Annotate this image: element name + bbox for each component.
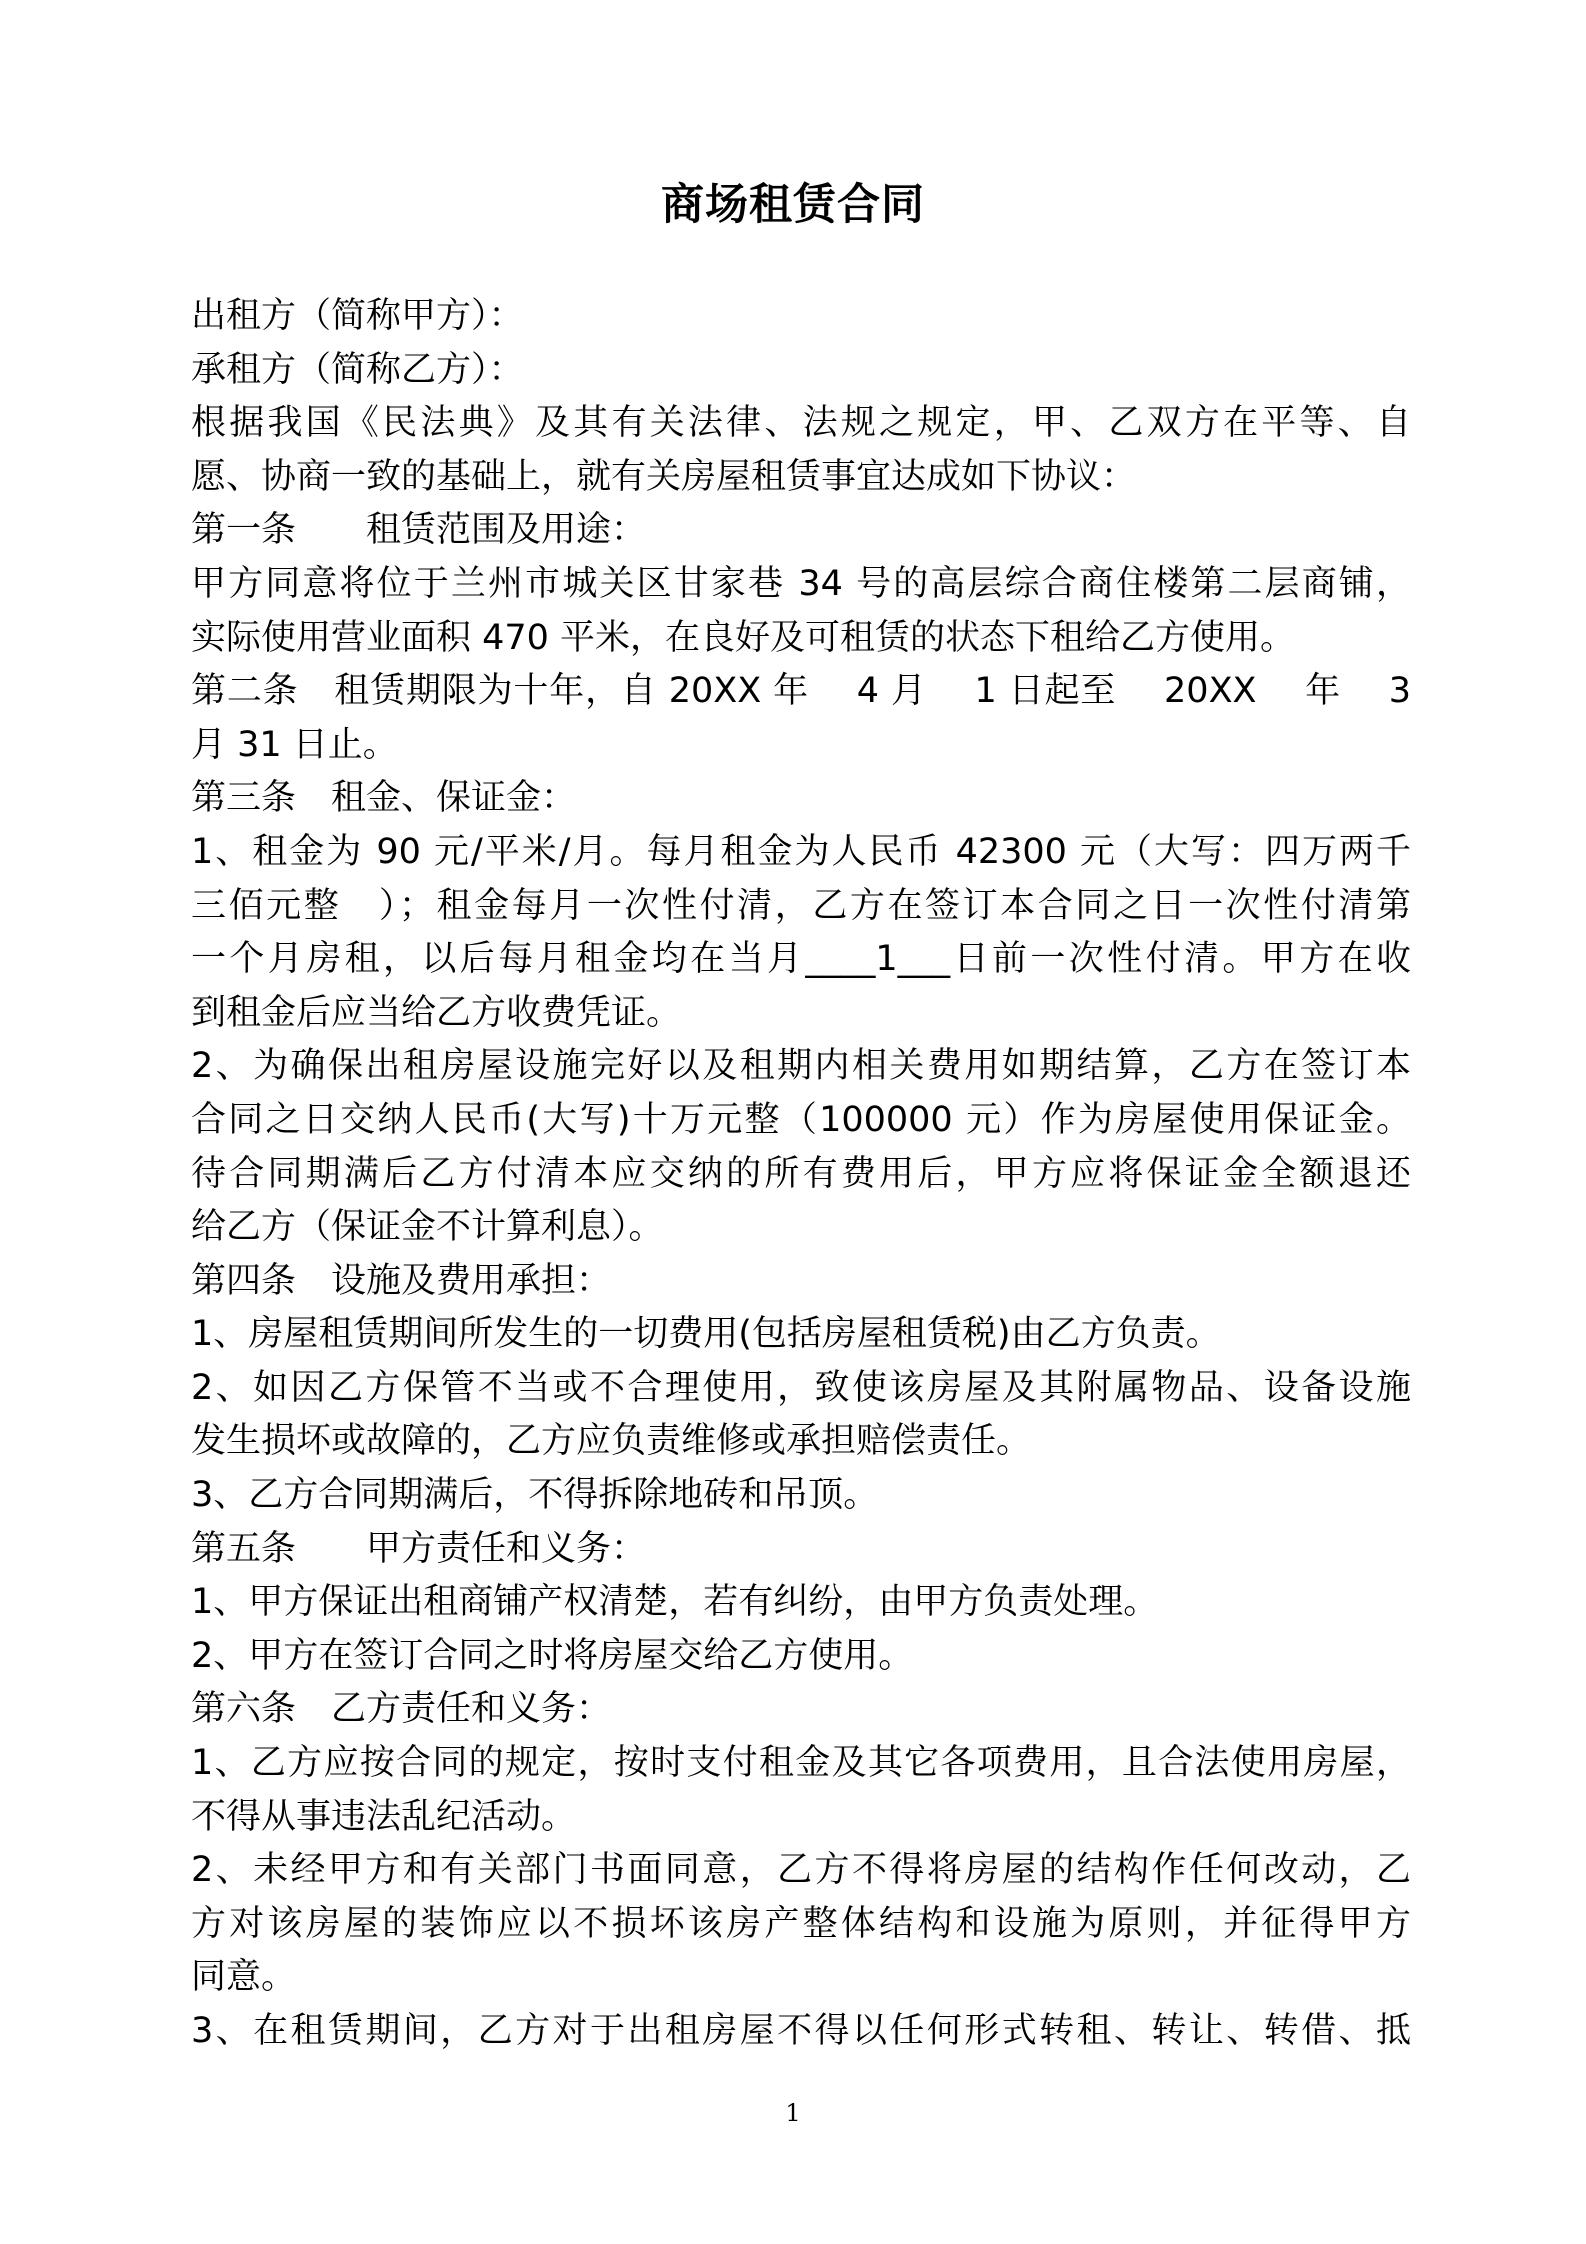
- article-1-line-2: 实际使用营业面积 470 平米，在良好及可租赁的状态下租给乙方使用。: [191, 617, 1296, 658]
- deposit-clause-line-4: 给乙方（保证金不计算利息）。: [191, 1207, 664, 1248]
- rent-clause-line-4: 到租金后应当给乙方收费凭证。: [191, 992, 682, 1033]
- article-4-item-2-line-2: 发生损坏或故障的，乙方应负责维修或承担赔偿责任。: [191, 1421, 1032, 1462]
- preamble-line-1: 根据我国《民法典》及其有关法律、法规之规定，甲、乙双方在平等、自: [191, 403, 1411, 444]
- document-title: 商场租赁合同: [661, 180, 925, 230]
- article-5-heading: 第五条 甲方责任和义务：: [191, 1528, 647, 1569]
- article-3-heading: 第三条 租金、保证金：: [191, 778, 577, 819]
- article-6-item-3-line-1: 3、在租赁期间，乙方对于出租房屋不得以任何形式转租、转让、转借、抵: [191, 2011, 1411, 2051]
- article-1-heading: 第一条 租赁范围及用途：: [191, 510, 647, 551]
- article-4-item-2-line-1: 2、如因乙方保管不当或不合理使用，致使该房屋及其附属物品、设备设施: [191, 1367, 1411, 1408]
- rent-clause-line-1: 1、租金为 90 元/平米/月。每月租金为人民币 42300 元（大写：四万两千: [191, 831, 1411, 872]
- article-6-item-2-line-2: 方对该房屋的装饰应以不损坏该房产整体结构和设施为原则，并征得甲方: [191, 1903, 1411, 1944]
- deposit-clause-line-3: 待合同期满后乙方付清本应交纳的所有费用后，甲方应将保证金全额退还: [191, 1153, 1411, 1194]
- lessee-line: 承租方（简称乙方）：: [191, 349, 524, 390]
- article-4-heading: 第四条 设施及费用承担：: [191, 1260, 612, 1301]
- article-6-item-1-line-2: 不得从事违法乱纪活动。: [191, 1796, 577, 1837]
- page-number: 1: [785, 2099, 801, 2127]
- deposit-clause-line-1: 2、为确保出租房屋设施完好以及租期内相关费用如期结算，乙方在签订本: [191, 1046, 1411, 1087]
- deposit-clause-line-2: 合同之日交纳人民币(大写)十万元整（100000 元）作为房屋使用保证金。: [191, 1099, 1411, 1140]
- rent-clause-line-3: 一个月房租，以后每月租金均在当月____1___日前一次性付清。甲方在收: [191, 939, 1411, 980]
- article-2-line-2: 月 31 日止。: [191, 724, 398, 765]
- article-6-item-2-line-1: 2、未经甲方和有关部门书面同意，乙方不得将房屋的结构作任何改动，乙: [191, 1850, 1411, 1891]
- article-1-line-1: 甲方同意将位于兰州市城关区甘家巷 34 号的高层综合商住楼第二层商铺，: [191, 563, 1411, 604]
- preamble-line-2: 愿、协商一致的基础上，就有关房屋租赁事宜达成如下协议：: [191, 456, 1137, 497]
- article-4-item-3: 3、乙方合同期满后，不得拆除地砖和吊顶。: [191, 1475, 879, 1516]
- article-4-item-1: 1、房屋租赁期间所发生的一切费用(包括房屋租赁税)由乙方负责。: [191, 1314, 1221, 1355]
- rent-clause-line-2: 三佰元整 ）；租金每月一次性付清，乙方在签订本合同之日一次性付清第: [191, 885, 1411, 926]
- article-6-heading: 第六条 乙方责任和义务：: [191, 1689, 612, 1730]
- article-5-item-2: 2、甲方在签订合同之时将房屋交给乙方使用。: [191, 1635, 914, 1676]
- article-5-item-1: 1、甲方保证出租商铺产权清楚，若有纠纷，由甲方负责处理。: [191, 1582, 1159, 1623]
- article-2-line-1: 第二条 租赁期限为十年，自 20XX 年 4 月 1 日起至 20XX 年 3: [191, 671, 1411, 712]
- lessor-line: 出租方（简称甲方）：: [191, 296, 524, 336]
- article-6-item-2-line-3: 同意。: [191, 1957, 297, 1998]
- contract-body: [191, 290, 1411, 2059]
- article-6-item-1-line-1: 1、乙方应按合同的规定，按时支付租金及其它各项费用，且合法使用房屋，: [191, 1743, 1411, 1784]
